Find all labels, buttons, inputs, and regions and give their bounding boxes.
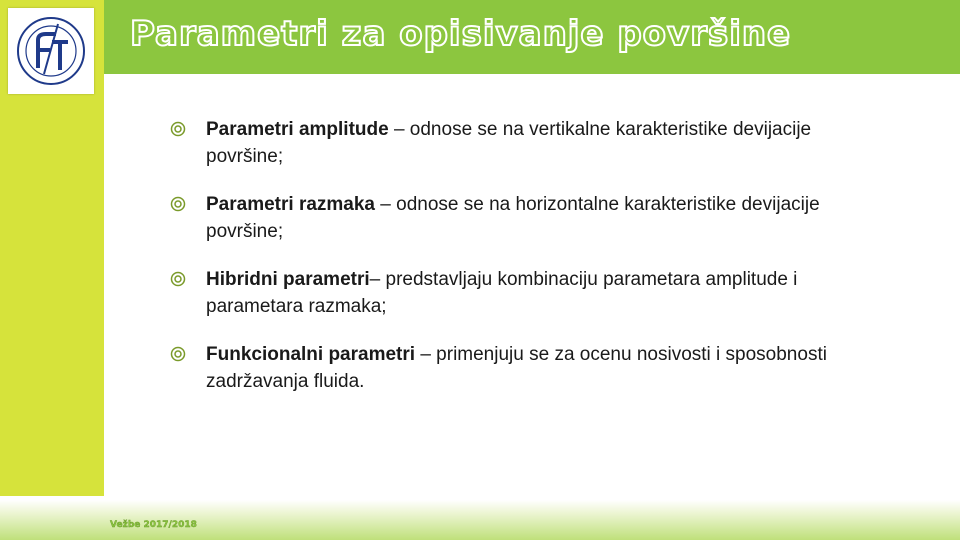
bullet-separator: –	[375, 194, 397, 215]
bullet-term: Parametri razmaka	[206, 194, 375, 215]
slide-title: Parametri za opisivanje površine	[130, 14, 792, 54]
circle-target-icon	[170, 121, 186, 137]
bullet-list	[170, 116, 850, 416]
list-item	[170, 191, 850, 245]
footer-text: Vežbe 2017/2018	[110, 520, 197, 530]
circle-target-icon	[170, 346, 186, 362]
bullet-text	[206, 191, 850, 245]
faculty-logo	[8, 8, 94, 94]
bullet-separator: –	[369, 269, 386, 290]
bullet-separator: –	[388, 119, 410, 140]
bullet-text	[206, 341, 850, 395]
bullet-term: Parametri amplitude	[206, 119, 389, 140]
bullet-text	[206, 116, 850, 170]
faculty-seal-icon	[14, 14, 88, 88]
bullet-description: odnose se na horizontalne karakteristike devijacije površine;	[206, 194, 820, 242]
list-item	[170, 341, 850, 395]
bullet-description: predstavljaju kombinaciju parametara amplitude i parametara razmaka;	[206, 269, 798, 317]
bullet-description: odnose se na vertikalne karakteristike devijacije površine;	[206, 119, 812, 167]
bullet-separator: –	[415, 344, 437, 365]
bullet-term: Funkcionalni parametri	[206, 344, 416, 365]
circle-target-icon	[170, 271, 186, 287]
list-item	[170, 116, 850, 170]
bullet-term: Hibridni parametri	[206, 269, 370, 290]
circle-target-icon	[170, 196, 186, 212]
bullet-description: primenjuju se za ocenu nosivosti i sposobnosti zadržavanja fluida.	[206, 344, 827, 392]
bullet-text	[206, 266, 850, 320]
list-item	[170, 266, 850, 320]
